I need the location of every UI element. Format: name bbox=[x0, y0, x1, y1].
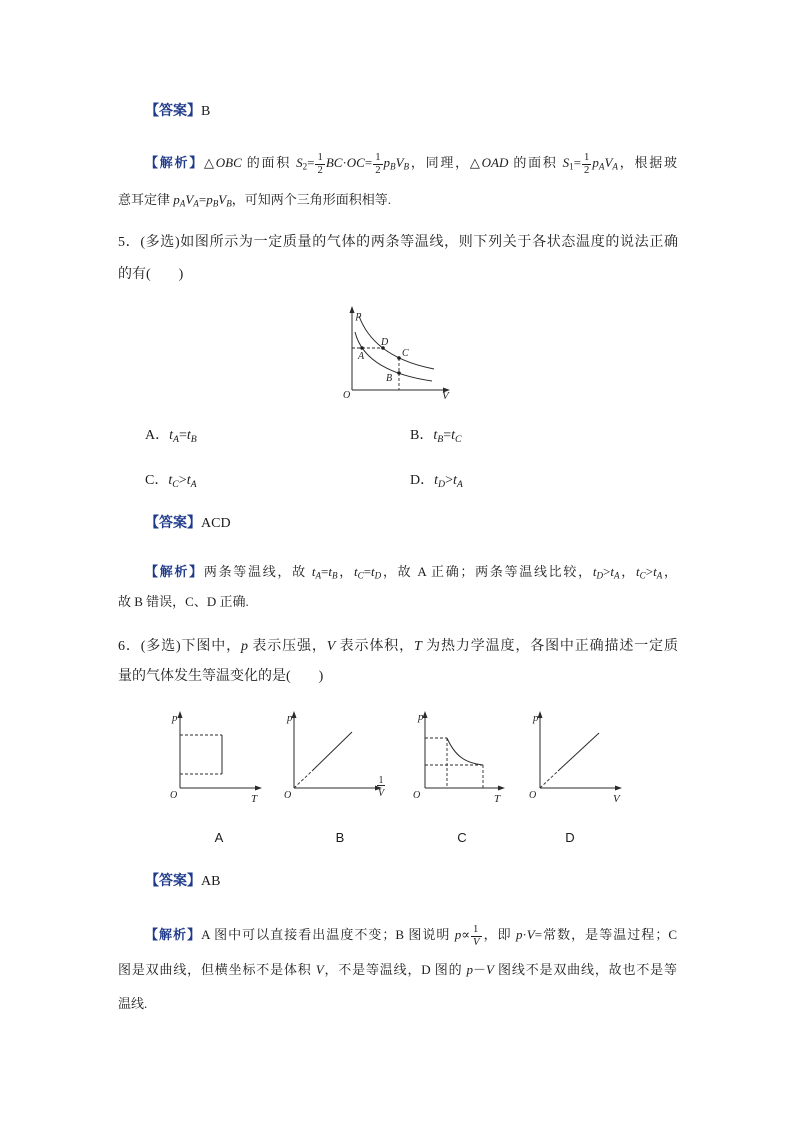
math-symbol: V bbox=[604, 155, 613, 170]
q6-analysis-line-3 bbox=[118, 991, 147, 1017]
math-symbol: p bbox=[466, 962, 473, 977]
text-run: 为热力学温度，各图中正确描述一定质 bbox=[421, 639, 679, 654]
graph-a bbox=[170, 711, 262, 805]
point-a-label: A bbox=[358, 351, 365, 362]
q6-stem-line-1 bbox=[118, 634, 678, 660]
text-run: = bbox=[443, 428, 452, 443]
q4-answer bbox=[145, 99, 210, 125]
math-symbol: p bbox=[383, 155, 391, 170]
math-symbol: BC bbox=[325, 155, 343, 170]
math-subscript: A bbox=[179, 198, 186, 209]
math-symbol: V bbox=[486, 962, 494, 977]
process-line bbox=[312, 732, 352, 771]
math-subscript: A bbox=[173, 433, 179, 445]
math-subscript: A bbox=[193, 198, 199, 209]
isotherm-lower bbox=[355, 332, 432, 381]
math-symbol: S bbox=[562, 155, 570, 170]
math-symbol: t bbox=[636, 564, 640, 579]
q5-stem-line-2: 的有( ) bbox=[118, 267, 184, 282]
math-subscript: A bbox=[614, 570, 620, 581]
text-run: 意耳定律 bbox=[118, 192, 174, 207]
text-run: = bbox=[321, 564, 329, 579]
math-subscript: C bbox=[357, 570, 364, 581]
answer-value: ACD bbox=[201, 516, 231, 531]
axis-label-x-denominator: V bbox=[377, 788, 385, 799]
math-subscript: B bbox=[437, 433, 444, 445]
text-run: =常数，是等温过程；C bbox=[534, 927, 677, 942]
answer-value: AB bbox=[201, 874, 221, 889]
fraction-numerator: 1 bbox=[473, 923, 479, 935]
origin-label: O bbox=[343, 390, 351, 401]
text-run: － bbox=[472, 962, 486, 977]
math-subscript: 1 bbox=[569, 161, 574, 172]
origin-label: O bbox=[170, 790, 178, 801]
math-symbol: t bbox=[169, 428, 174, 443]
math-symbol: OBC bbox=[215, 155, 242, 170]
graph-caption: A bbox=[214, 830, 224, 845]
axis-label-p: p bbox=[287, 712, 293, 724]
q4-analysis-line-1 bbox=[145, 150, 677, 176]
text-run: ，同理，△ bbox=[409, 155, 482, 170]
text-run: = bbox=[363, 564, 372, 579]
text-run: 表示压强， bbox=[248, 639, 327, 654]
axis-label-x-numerator: 1 bbox=[378, 775, 384, 786]
text-run: = bbox=[573, 155, 582, 170]
math-symbol: V bbox=[218, 192, 227, 207]
p-axis-arrow bbox=[350, 306, 355, 313]
math-symbol: t bbox=[168, 473, 173, 488]
p-axis-arrow bbox=[178, 711, 183, 718]
fraction-numerator: 1 bbox=[317, 151, 323, 163]
math-subscript: A bbox=[656, 570, 663, 581]
q4-analysis-line-2 bbox=[118, 187, 391, 213]
math-symbol: V bbox=[395, 155, 404, 170]
math-subscript: A bbox=[190, 478, 197, 490]
math-symbol: p bbox=[206, 192, 213, 207]
fraction-numerator: 1 bbox=[375, 151, 381, 163]
graph-b bbox=[284, 711, 386, 801]
math-subscript: 2 bbox=[302, 161, 308, 172]
graph-c bbox=[413, 711, 505, 805]
math-subscript: C bbox=[172, 478, 179, 490]
text-run: 的面积 bbox=[508, 155, 563, 170]
math-symbol: p bbox=[592, 155, 599, 170]
text-run: 表示体积， bbox=[335, 639, 414, 654]
point-b-dot bbox=[397, 371, 401, 375]
q5-answer bbox=[145, 511, 231, 537]
math-symbol: t bbox=[311, 564, 316, 579]
q5-option-b bbox=[410, 423, 462, 449]
math-subscript: A bbox=[456, 478, 463, 490]
math-subscript: B bbox=[331, 570, 338, 581]
answer-tag: 【答案】 bbox=[145, 104, 201, 119]
text-run: ，根据玻 bbox=[617, 155, 677, 170]
fraction-numerator: 1 bbox=[584, 151, 590, 163]
option-letter: B． bbox=[410, 428, 434, 443]
text-run: · bbox=[342, 155, 347, 170]
isotherm-upper bbox=[359, 316, 434, 369]
q5-option-d bbox=[410, 468, 463, 494]
q6-analysis-line-1 bbox=[145, 922, 677, 948]
text-run: 6．(多选)下图中， bbox=[118, 639, 241, 654]
text-run: ，故 A 正确；两条等温线比较， bbox=[381, 564, 593, 579]
text-run: ，即 bbox=[482, 927, 516, 942]
axis-label-p: p bbox=[418, 711, 424, 723]
option-letter: A． bbox=[145, 428, 170, 443]
math-symbol: t bbox=[186, 473, 191, 488]
q5-analysis-line-2 bbox=[118, 589, 249, 615]
fraction bbox=[582, 152, 591, 176]
math-subscript: A bbox=[612, 161, 618, 172]
process-curve bbox=[447, 738, 483, 765]
text-run: > bbox=[445, 473, 453, 488]
math-symbol: t bbox=[186, 428, 191, 443]
math-symbol: t bbox=[592, 564, 597, 579]
text-run: 的面积 bbox=[241, 155, 297, 170]
fraction-denominator: 2 bbox=[317, 164, 323, 176]
math-subscript: B bbox=[390, 161, 396, 172]
text-run: ， bbox=[337, 564, 354, 579]
analysis-tag: 【解析】 bbox=[145, 564, 204, 579]
point-d-label: D bbox=[381, 337, 389, 348]
math-symbol: t bbox=[371, 564, 375, 579]
text-run: ，不是等温线，D 图的 bbox=[323, 962, 467, 977]
math-symbol: t bbox=[453, 473, 457, 488]
math-symbol: S bbox=[296, 155, 303, 170]
extrapolated-line bbox=[294, 771, 312, 788]
math-subscript: C bbox=[455, 433, 462, 445]
text-run: > bbox=[178, 473, 187, 488]
q6-answer bbox=[145, 869, 220, 895]
text-run: · bbox=[522, 927, 527, 942]
fraction bbox=[315, 152, 324, 176]
q6-analysis-line-2 bbox=[118, 957, 677, 983]
text-run: 图线不是双曲线，故也不是等 bbox=[493, 962, 677, 977]
option-letter: D． bbox=[410, 473, 435, 488]
text-run: ， bbox=[619, 564, 637, 579]
answer-tag: 【答案】 bbox=[145, 516, 201, 531]
text-run: △ bbox=[204, 155, 216, 170]
math-symbol: p bbox=[173, 192, 180, 207]
math-symbol: t bbox=[610, 564, 615, 579]
answer-value: B bbox=[201, 104, 211, 119]
math-symbol: V bbox=[326, 639, 336, 654]
origin-label: O bbox=[529, 790, 537, 801]
q5-option-c bbox=[145, 468, 197, 494]
math-subscript: B bbox=[212, 198, 219, 209]
text-run: = bbox=[179, 428, 187, 443]
extrapolated-line bbox=[540, 771, 558, 788]
math-subscript: D bbox=[596, 570, 604, 581]
fraction-denominator: 2 bbox=[375, 164, 381, 176]
fraction-denominator: V bbox=[473, 936, 480, 948]
q5-stem-line-1: 5．(多选)如图所示为一定质量的气体的两条等温线，则下列关于各状态温度的说法正确 bbox=[118, 235, 678, 250]
process-line bbox=[558, 733, 599, 771]
text-run: ，可知两个三角形面积相等. bbox=[231, 192, 392, 207]
text-run: 量的气体发生等温变化的是( ) bbox=[118, 669, 324, 684]
axis-label-v: V bbox=[442, 390, 449, 402]
graph-caption: D bbox=[565, 830, 575, 845]
axis-label-x: T bbox=[251, 793, 258, 805]
text-run: ， bbox=[662, 564, 677, 579]
axis-label-p: p bbox=[172, 712, 178, 724]
math-symbol: t bbox=[328, 564, 332, 579]
graph-caption: B bbox=[335, 830, 345, 845]
math-symbol: p bbox=[454, 927, 462, 942]
text-run: 故 B 错误，C、D 正确. bbox=[118, 594, 249, 609]
text-run: A 图中可以直接看出温度不变；B 图说明 bbox=[201, 927, 455, 942]
q5-analysis-line-1 bbox=[145, 559, 677, 585]
text-run: > bbox=[645, 564, 654, 579]
math-subscript: A bbox=[315, 570, 322, 581]
text-run: 两条等温线，故 bbox=[203, 564, 312, 579]
point-a-dot bbox=[360, 346, 364, 350]
math-subscript: B bbox=[226, 198, 232, 209]
text-run: 温线. bbox=[118, 996, 148, 1011]
math-symbol: t bbox=[353, 564, 358, 579]
fraction-denominator: 2 bbox=[584, 164, 590, 176]
analysis-tag: 【解析】 bbox=[145, 155, 205, 170]
math-symbol: OAD bbox=[481, 155, 509, 170]
math-symbol: t bbox=[434, 473, 439, 488]
point-c-dot bbox=[397, 356, 401, 360]
math-symbol: t bbox=[433, 428, 438, 443]
q6-stem-line-2 bbox=[118, 664, 323, 690]
math-symbol: p bbox=[515, 927, 523, 942]
math-subscript: D bbox=[374, 570, 382, 581]
text-run: ∝ bbox=[461, 927, 471, 942]
math-symbol: t bbox=[653, 564, 657, 579]
q5-option-a bbox=[145, 423, 197, 449]
fraction bbox=[373, 152, 382, 176]
v-axis-arrow bbox=[615, 786, 622, 791]
math-symbol: OC bbox=[346, 155, 365, 170]
text-run: = bbox=[364, 155, 373, 170]
analysis-tag: 【解析】 bbox=[145, 927, 202, 942]
t-axis-arrow bbox=[498, 786, 505, 791]
math-symbol: V bbox=[526, 927, 535, 942]
graph-d bbox=[529, 711, 622, 805]
t-axis-arrow bbox=[255, 786, 262, 791]
math-subscript: C bbox=[639, 570, 646, 581]
text-run: = bbox=[198, 192, 207, 207]
origin-label: O bbox=[413, 790, 421, 801]
math-symbol: V bbox=[185, 192, 194, 207]
math-symbol: V bbox=[315, 962, 324, 977]
q6-graphs-figure bbox=[160, 700, 640, 812]
fraction bbox=[471, 924, 482, 948]
math-subscript: B bbox=[403, 161, 410, 172]
math-symbol: p bbox=[241, 639, 248, 654]
math-subscript: A bbox=[598, 161, 605, 172]
axis-label-p: p bbox=[356, 309, 362, 321]
origin-label: O bbox=[284, 790, 292, 801]
text-run: > bbox=[603, 564, 611, 579]
option-letter: C． bbox=[145, 473, 169, 488]
math-subscript: B bbox=[190, 433, 197, 445]
q5-isotherm-figure bbox=[330, 300, 460, 405]
graph-caption: C bbox=[457, 830, 467, 845]
math-subscript: D bbox=[438, 478, 446, 490]
text-run: = bbox=[307, 155, 315, 170]
text-run: 图是双曲线，但横坐标不是体积 bbox=[118, 962, 316, 977]
point-b-label: B bbox=[386, 373, 393, 384]
axis-label-x: T bbox=[494, 793, 501, 805]
axis-label-x: V bbox=[613, 793, 620, 805]
answer-tag: 【答案】 bbox=[145, 874, 201, 889]
point-c-label: C bbox=[402, 348, 409, 359]
math-symbol: t bbox=[451, 428, 456, 443]
math-symbol: T bbox=[413, 639, 422, 654]
axis-label-p: p bbox=[533, 712, 539, 724]
